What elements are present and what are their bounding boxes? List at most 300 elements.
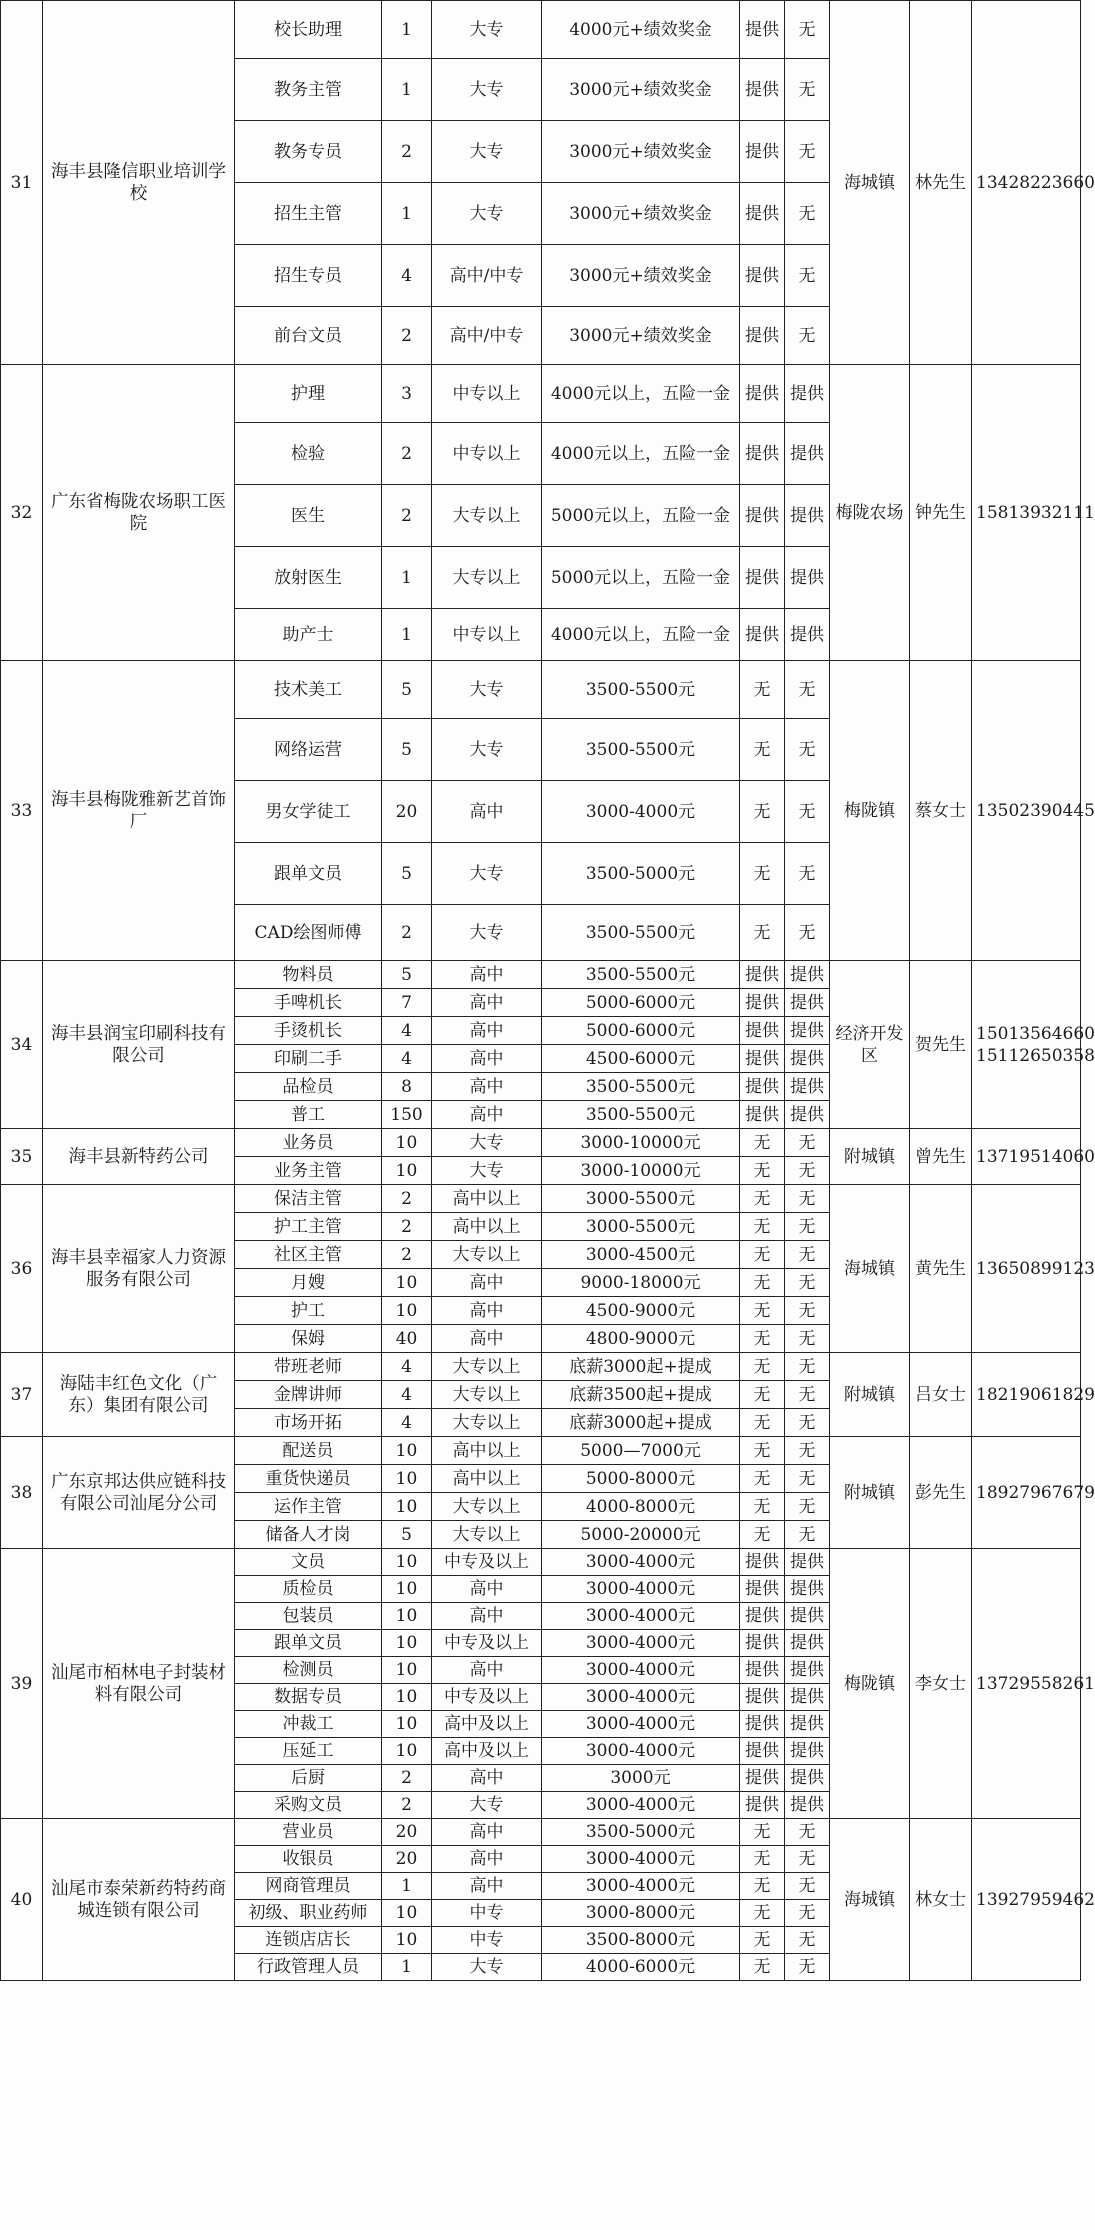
headcount: 5 <box>382 961 432 989</box>
education-requirement: 大专以上 <box>432 1241 542 1269</box>
contact-phone <box>972 365 1095 661</box>
job-title: 包装员 <box>235 1603 382 1630</box>
lodging-provided: 提供 <box>785 961 830 989</box>
lodging-provided: 提供 <box>785 547 830 609</box>
headcount: 10 <box>382 1129 432 1157</box>
work-location: 海城镇 <box>830 1819 910 1981</box>
lodging-provided: 提供 <box>785 1073 830 1101</box>
salary: 3000元 <box>542 1765 740 1792</box>
meals-provided: 提供 <box>740 1576 785 1603</box>
salary: 3000-4000元 <box>542 1846 740 1873</box>
lodging-provided: 无 <box>785 1846 830 1873</box>
education-requirement: 大专以上 <box>432 1353 542 1381</box>
salary: 3000-4000元 <box>542 1630 740 1657</box>
lodging-provided: 提供 <box>785 365 830 423</box>
education-requirement: 高中 <box>432 1045 542 1073</box>
job-title: 质检员 <box>235 1576 382 1603</box>
lodging-provided: 无 <box>785 1409 830 1437</box>
education-requirement: 高中及以上 <box>432 1711 542 1738</box>
job-title: 业务员 <box>235 1129 382 1157</box>
job-title: 教务主管 <box>235 59 382 121</box>
employer-number: 33 <box>1 661 43 961</box>
lodging-provided: 提供 <box>785 1045 830 1073</box>
job-title: 采购文员 <box>235 1792 382 1819</box>
education-requirement: 大专 <box>432 719 542 781</box>
employer-number: 37 <box>1 1353 43 1437</box>
lodging-provided: 无 <box>785 307 830 365</box>
meals-provided: 提供 <box>740 485 785 547</box>
job-title: 网商管理员 <box>235 1873 382 1900</box>
contact-person: 蔡女士 <box>910 661 972 961</box>
headcount: 2 <box>382 1765 432 1792</box>
headcount: 2 <box>382 1241 432 1269</box>
contact-person: 林女士 <box>910 1819 972 1981</box>
salary: 3000-4000元 <box>542 1549 740 1576</box>
job-title: 运作主管 <box>235 1493 382 1521</box>
company-name: 汕尾市泰荣新药特药商城连锁有限公司 <box>43 1819 235 1981</box>
salary: 底薪3000起+提成 <box>542 1409 740 1437</box>
job-title: 前台文员 <box>235 307 382 365</box>
headcount: 10 <box>382 1684 432 1711</box>
education-requirement: 大专 <box>432 121 542 183</box>
education-requirement: 大专 <box>432 843 542 905</box>
table-row <box>1 1129 1081 1157</box>
meals-provided: 提供 <box>740 245 785 307</box>
company-name: 海丰县隆信职业培训学校 <box>43 1 235 365</box>
salary: 3500-5500元 <box>542 1073 740 1101</box>
lodging-provided: 无 <box>785 1927 830 1954</box>
meals-provided: 提供 <box>740 1630 785 1657</box>
job-title: 普工 <box>235 1101 382 1129</box>
job-title: 护工 <box>235 1297 382 1325</box>
salary: 3000-5500元 <box>542 1213 740 1241</box>
work-location: 附城镇 <box>830 1353 910 1437</box>
education-requirement: 中专以上 <box>432 423 542 485</box>
meals-provided: 提供 <box>740 609 785 661</box>
job-title: 护工主管 <box>235 1213 382 1241</box>
contact-person: 黄先生 <box>910 1185 972 1353</box>
employer-number: 31 <box>1 1 43 365</box>
lodging-provided: 提供 <box>785 1711 830 1738</box>
job-title: 储备人才岗 <box>235 1521 382 1549</box>
job-title: 手啤机长 <box>235 989 382 1017</box>
company-name: 海丰县润宝印刷科技有限公司 <box>43 961 235 1129</box>
education-requirement: 高中以上 <box>432 1465 542 1493</box>
lodging-provided: 提供 <box>785 609 830 661</box>
meals-provided: 提供 <box>740 989 785 1017</box>
job-title: 品检员 <box>235 1073 382 1101</box>
lodging-provided: 提供 <box>785 1765 830 1792</box>
education-requirement: 高中 <box>432 989 542 1017</box>
meals-provided: 无 <box>740 1493 785 1521</box>
headcount: 10 <box>382 1157 432 1185</box>
meals-provided: 无 <box>740 1129 785 1157</box>
job-title: 金牌讲师 <box>235 1381 382 1409</box>
headcount: 2 <box>382 1185 432 1213</box>
education-requirement: 高中以上 <box>432 1185 542 1213</box>
job-title: 数据专员 <box>235 1684 382 1711</box>
salary: 3000-4000元 <box>542 1792 740 1819</box>
salary: 5000-6000元 <box>542 989 740 1017</box>
job-title: 物料员 <box>235 961 382 989</box>
meals-provided: 无 <box>740 1269 785 1297</box>
meals-provided: 无 <box>740 1381 785 1409</box>
headcount: 4 <box>382 1017 432 1045</box>
job-title: 营业员 <box>235 1819 382 1846</box>
salary: 3000元+绩效奖金 <box>542 121 740 183</box>
headcount: 1 <box>382 609 432 661</box>
phone-number: 13927959462 <box>976 1889 1095 1910</box>
education-requirement: 大专以上 <box>432 1493 542 1521</box>
contact-person: 曾先生 <box>910 1129 972 1185</box>
headcount: 1 <box>382 1 432 59</box>
meals-provided: 无 <box>740 719 785 781</box>
job-title: 教务专员 <box>235 121 382 183</box>
meals-provided: 提供 <box>740 59 785 121</box>
salary: 3000-4000元 <box>542 1603 740 1630</box>
job-title: 跟单文员 <box>235 843 382 905</box>
job-title: 月嫂 <box>235 1269 382 1297</box>
education-requirement: 高中 <box>432 1765 542 1792</box>
headcount: 20 <box>382 1819 432 1846</box>
salary: 3500-8000元 <box>542 1927 740 1954</box>
meals-provided: 无 <box>740 1437 785 1465</box>
salary: 3000-4000元 <box>542 1657 740 1684</box>
lodging-provided: 提供 <box>785 423 830 485</box>
education-requirement: 高中/中专 <box>432 245 542 307</box>
job-title: 男女学徒工 <box>235 781 382 843</box>
education-requirement: 中专 <box>432 1900 542 1927</box>
phone-number: 15013564660 <box>976 1023 1095 1044</box>
salary: 3000-8000元 <box>542 1900 740 1927</box>
education-requirement: 高中 <box>432 1819 542 1846</box>
job-title: 招生主管 <box>235 183 382 245</box>
lodging-provided: 无 <box>785 59 830 121</box>
job-title: 初级、职业药师 <box>235 1900 382 1927</box>
salary: 5000元以上，五险一金 <box>542 547 740 609</box>
company-name: 海陆丰红色文化（广东）集团有限公司 <box>43 1353 235 1437</box>
contact-phone <box>972 1549 1095 1819</box>
employer-number: 39 <box>1 1549 43 1819</box>
lodging-provided: 无 <box>785 781 830 843</box>
meals-provided: 无 <box>740 1241 785 1269</box>
company-name: 海丰县幸福家人力资源服务有限公司 <box>43 1185 235 1353</box>
salary: 4000元以上，五险一金 <box>542 609 740 661</box>
meals-provided: 无 <box>740 1465 785 1493</box>
meals-provided: 提供 <box>740 183 785 245</box>
contact-person: 彭先生 <box>910 1437 972 1549</box>
phone-number: 15112650358 <box>976 1045 1095 1066</box>
lodging-provided: 提供 <box>785 1101 830 1129</box>
lodging-provided: 无 <box>785 1269 830 1297</box>
headcount: 10 <box>382 1297 432 1325</box>
meals-provided: 提供 <box>740 1792 785 1819</box>
meals-provided: 无 <box>740 843 785 905</box>
lodging-provided: 提供 <box>785 1738 830 1765</box>
salary: 4000-6000元 <box>542 1954 740 1981</box>
meals-provided: 无 <box>740 1819 785 1846</box>
job-title: 技术美工 <box>235 661 382 719</box>
headcount: 10 <box>382 1465 432 1493</box>
salary: 4500-9000元 <box>542 1297 740 1325</box>
contact-person: 李女士 <box>910 1549 972 1819</box>
lodging-provided: 无 <box>785 1353 830 1381</box>
job-title: 收银员 <box>235 1846 382 1873</box>
headcount: 1 <box>382 183 432 245</box>
lodging-provided: 无 <box>785 1873 830 1900</box>
work-location: 梅陇镇 <box>830 661 910 961</box>
meals-provided: 提供 <box>740 1738 785 1765</box>
meals-provided: 提供 <box>740 1549 785 1576</box>
salary: 3500-5000元 <box>542 1819 740 1846</box>
salary: 3000-10000元 <box>542 1157 740 1185</box>
education-requirement: 大专 <box>432 1792 542 1819</box>
meals-provided: 提供 <box>740 1101 785 1129</box>
lodging-provided: 无 <box>785 121 830 183</box>
job-title: 重货快递员 <box>235 1465 382 1493</box>
lodging-provided: 无 <box>785 183 830 245</box>
headcount: 1 <box>382 547 432 609</box>
meals-provided: 提供 <box>740 1684 785 1711</box>
meals-provided: 无 <box>740 905 785 961</box>
meals-provided: 无 <box>740 1954 785 1981</box>
phone-number: 13729558261 <box>976 1673 1095 1694</box>
salary: 3000-4000元 <box>542 781 740 843</box>
salary: 4500-6000元 <box>542 1045 740 1073</box>
lodging-provided: 无 <box>785 1521 830 1549</box>
lodging-provided: 提供 <box>785 1630 830 1657</box>
meals-provided: 提供 <box>740 1073 785 1101</box>
salary: 4000元+绩效奖金 <box>542 1 740 59</box>
contact-phone <box>972 961 1095 1129</box>
salary: 3000-10000元 <box>542 1129 740 1157</box>
headcount: 1 <box>382 59 432 121</box>
salary: 3000-4000元 <box>542 1684 740 1711</box>
work-location: 附城镇 <box>830 1437 910 1549</box>
company-name: 广东京邦达供应链科技有限公司汕尾分公司 <box>43 1437 235 1549</box>
headcount: 10 <box>382 1493 432 1521</box>
education-requirement: 高中/中专 <box>432 307 542 365</box>
education-requirement: 高中 <box>432 1325 542 1353</box>
education-requirement: 中专 <box>432 1927 542 1954</box>
headcount: 40 <box>382 1325 432 1353</box>
education-requirement: 高中 <box>432 781 542 843</box>
job-title: 网络运营 <box>235 719 382 781</box>
employer-number: 35 <box>1 1129 43 1185</box>
education-requirement: 高中 <box>432 1269 542 1297</box>
lodging-provided: 无 <box>785 245 830 307</box>
headcount: 2 <box>382 905 432 961</box>
lodging-provided: 无 <box>785 1493 830 1521</box>
job-title: 市场开拓 <box>235 1409 382 1437</box>
salary: 3500-5500元 <box>542 661 740 719</box>
headcount: 4 <box>382 1381 432 1409</box>
work-location: 海城镇 <box>830 1185 910 1353</box>
salary: 4000元以上，五险一金 <box>542 365 740 423</box>
headcount: 10 <box>382 1576 432 1603</box>
table-row <box>1 1819 1081 1846</box>
lodging-provided: 无 <box>785 1465 830 1493</box>
headcount: 10 <box>382 1927 432 1954</box>
job-title: 招生专员 <box>235 245 382 307</box>
education-requirement: 大专 <box>432 59 542 121</box>
meals-provided: 提供 <box>740 961 785 989</box>
lodging-provided: 无 <box>785 719 830 781</box>
headcount: 2 <box>382 1213 432 1241</box>
work-location: 附城镇 <box>830 1129 910 1185</box>
table-row <box>1 1353 1081 1381</box>
job-title: 业务主管 <box>235 1157 382 1185</box>
employer-number: 40 <box>1 1819 43 1981</box>
lodging-provided: 无 <box>785 1437 830 1465</box>
table-row <box>1 661 1081 719</box>
headcount: 10 <box>382 1900 432 1927</box>
job-title: 带班老师 <box>235 1353 382 1381</box>
salary: 3500-5000元 <box>542 843 740 905</box>
headcount: 5 <box>382 661 432 719</box>
education-requirement: 高中 <box>432 1657 542 1684</box>
salary: 5000-6000元 <box>542 1017 740 1045</box>
salary: 3000-4500元 <box>542 1241 740 1269</box>
work-location: 梅陇镇 <box>830 1549 910 1819</box>
salary: 3000元+绩效奖金 <box>542 183 740 245</box>
lodging-provided: 提供 <box>785 1684 830 1711</box>
contact-phone <box>972 661 1095 961</box>
salary: 3000-4000元 <box>542 1576 740 1603</box>
work-location: 梅陇农场 <box>830 365 910 661</box>
education-requirement: 高中 <box>432 1073 542 1101</box>
job-title: 压延工 <box>235 1738 382 1765</box>
job-title: 医生 <box>235 485 382 547</box>
headcount: 4 <box>382 245 432 307</box>
headcount: 4 <box>382 1409 432 1437</box>
meals-provided: 提供 <box>740 1711 785 1738</box>
job-title: CAD绘图师傅 <box>235 905 382 961</box>
meals-provided: 无 <box>740 781 785 843</box>
company-name: 广东省梅陇农场职工医院 <box>43 365 235 661</box>
education-requirement: 中专及以上 <box>432 1684 542 1711</box>
table-row <box>1 1185 1081 1213</box>
employer-number: 38 <box>1 1437 43 1549</box>
meals-provided: 无 <box>740 1873 785 1900</box>
salary: 3500-5500元 <box>542 961 740 989</box>
lodging-provided: 无 <box>785 1185 830 1213</box>
headcount: 5 <box>382 719 432 781</box>
headcount: 1 <box>382 1873 432 1900</box>
headcount: 4 <box>382 1045 432 1073</box>
education-requirement: 大专 <box>432 905 542 961</box>
contact-phone <box>972 1437 1095 1549</box>
lodging-provided: 无 <box>785 1819 830 1846</box>
lodging-provided: 提供 <box>785 1017 830 1045</box>
headcount: 10 <box>382 1549 432 1576</box>
salary: 3000元+绩效奖金 <box>542 245 740 307</box>
headcount: 10 <box>382 1630 432 1657</box>
work-location: 海城镇 <box>830 1 910 365</box>
education-requirement: 大专以上 <box>432 485 542 547</box>
lodging-provided: 无 <box>785 1381 830 1409</box>
contact-person: 吕女士 <box>910 1353 972 1437</box>
job-title: 保洁主管 <box>235 1185 382 1213</box>
lodging-provided: 无 <box>785 1157 830 1185</box>
table-row <box>1 961 1081 989</box>
contact-person: 钟先生 <box>910 365 972 661</box>
education-requirement: 高中 <box>432 1846 542 1873</box>
education-requirement: 大专以上 <box>432 547 542 609</box>
meals-provided: 提供 <box>740 1045 785 1073</box>
headcount: 1 <box>382 1954 432 1981</box>
education-requirement: 高中 <box>432 1873 542 1900</box>
salary: 3000元+绩效奖金 <box>542 59 740 121</box>
meals-provided: 提供 <box>740 1603 785 1630</box>
phone-number: 15813932111 <box>976 502 1095 523</box>
meals-provided: 无 <box>740 1325 785 1353</box>
meals-provided: 无 <box>740 661 785 719</box>
headcount: 7 <box>382 989 432 1017</box>
headcount: 3 <box>382 365 432 423</box>
salary: 3000-4000元 <box>542 1738 740 1765</box>
lodging-provided: 提供 <box>785 1603 830 1630</box>
education-requirement: 高中 <box>432 1101 542 1129</box>
meals-provided: 提供 <box>740 1657 785 1684</box>
salary: 4800-9000元 <box>542 1325 740 1353</box>
headcount: 10 <box>382 1657 432 1684</box>
salary: 5000-8000元 <box>542 1465 740 1493</box>
meals-provided: 提供 <box>740 365 785 423</box>
contact-phone <box>972 1129 1095 1185</box>
education-requirement: 大专以上 <box>432 1381 542 1409</box>
phone-number: 13719514060 <box>976 1146 1095 1167</box>
education-requirement: 高中 <box>432 1576 542 1603</box>
phone-number: 18219061829 <box>976 1384 1095 1405</box>
job-title: 护理 <box>235 365 382 423</box>
job-title: 检验 <box>235 423 382 485</box>
table-row <box>1 365 1081 423</box>
meals-provided: 提供 <box>740 1 785 59</box>
education-requirement: 高中以上 <box>432 1213 542 1241</box>
employer-number: 32 <box>1 365 43 661</box>
education-requirement: 中专及以上 <box>432 1630 542 1657</box>
contact-phone <box>972 1353 1095 1437</box>
company-name: 汕尾市栢林电子封装材料有限公司 <box>43 1549 235 1819</box>
meals-provided: 提供 <box>740 307 785 365</box>
salary: 3500-5500元 <box>542 905 740 961</box>
salary: 底薪3500起+提成 <box>542 1381 740 1409</box>
meals-provided: 无 <box>740 1213 785 1241</box>
headcount: 10 <box>382 1437 432 1465</box>
salary: 3000-5500元 <box>542 1185 740 1213</box>
company-name: 海丰县梅陇雅新艺首饰厂 <box>43 661 235 961</box>
lodging-provided: 提供 <box>785 485 830 547</box>
lodging-provided: 无 <box>785 1297 830 1325</box>
contact-phone <box>972 1185 1095 1353</box>
job-title: 手烫机长 <box>235 1017 382 1045</box>
headcount: 10 <box>382 1738 432 1765</box>
work-location: 经济开发区 <box>830 961 910 1129</box>
job-title: 配送员 <box>235 1437 382 1465</box>
education-requirement: 大专以上 <box>432 1521 542 1549</box>
job-title: 检测员 <box>235 1657 382 1684</box>
salary: 9000-18000元 <box>542 1269 740 1297</box>
education-requirement: 高中及以上 <box>432 1738 542 1765</box>
phone-number: 13502390445 <box>976 800 1095 821</box>
education-requirement: 高中以上 <box>432 1437 542 1465</box>
contact-person: 贺先生 <box>910 961 972 1129</box>
job-title: 连锁店店长 <box>235 1927 382 1954</box>
headcount: 10 <box>382 1603 432 1630</box>
headcount: 2 <box>382 307 432 365</box>
headcount: 2 <box>382 485 432 547</box>
